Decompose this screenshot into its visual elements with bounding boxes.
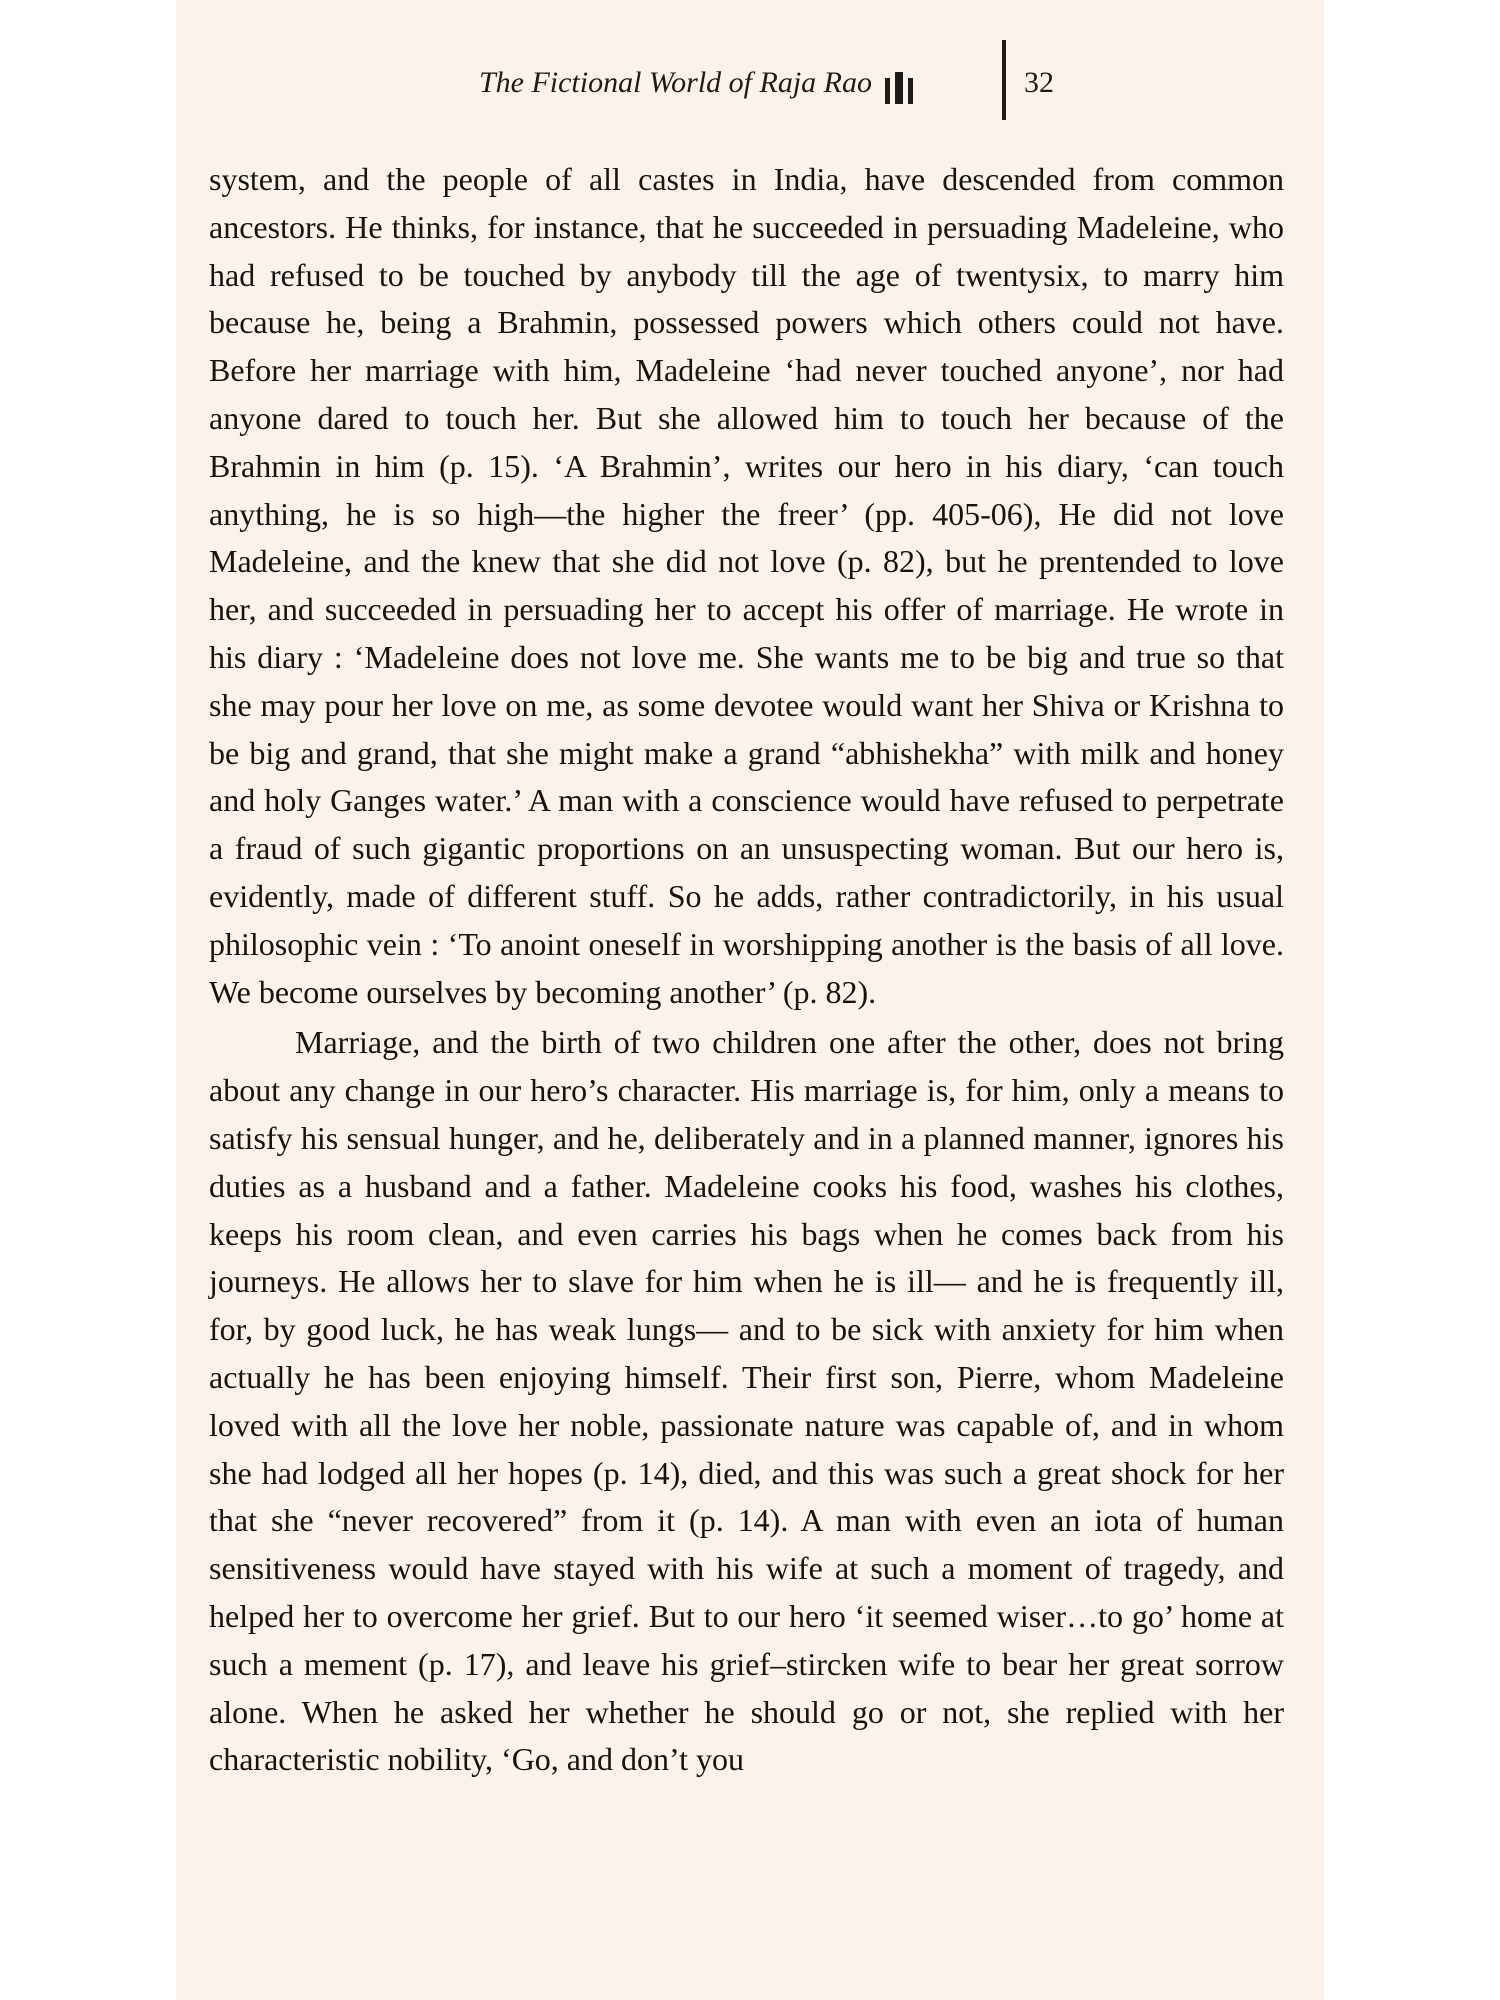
book-page [176, 0, 1324, 2000]
header-vertical-rule [1002, 40, 1006, 120]
page-number: 32 [1024, 66, 1054, 99]
triple-bar-ornament-icon [884, 68, 920, 106]
running-header [176, 62, 1324, 108]
body-text [209, 156, 1284, 1784]
paragraph: system, and the people of all castes in India, have descended from common ancestors. He thinks, for instance, that he succeeded in persuading Madeleine, who had refused to be touched by anybody till the age of twentysix, to marry him because he, being a Brahmin, possessed powers which others could not have. Before her marriage with him, Madeleine ‘had never touched anyone’, nor had anyone dared to touch her. But she allowed him to touch her because of the Brahmin in him (p. 15). ‘A Brahmin’, writes our hero in his diary, ‘can touch anything, he is so high—the higher the freer’ (pp. 405-06), He did not love Madeleine, and the knew that she did not love (p. 82), but he prentended to love her, and succeeded in persuading her to accept his offer of marriage. He wrote in his diary : ‘Madeleine does not love me. She wants me to be big and true so that she may pour her love on me, as some devotee would want her Shiva or Krishna to be big and grand, that she might make a grand “abhishekha” with milk and honey and holy Ganges water.’ A man with a conscience would have refused to perpetrate a fraud of such gigantic proportions on an unsuspecting woman. But our hero is, evidently, made of different stuff. So he adds, rather contradictorily, in his usual philosophic vein : ‘To anoint oneself in worshipping another is the basis of all love. We become ourselves by becoming another’ (p. 82). [209, 161, 1284, 1010]
running-title: The Fictional World of Raja Rao [478, 66, 872, 99]
paragraph: Marriage, and the birth of two children one after the other, does not bring about any change in our hero’s character. His marriage is, for him, only a means to satisfy his sensual hunger, and he, deliberately and in a planned manner, ignores his duties as a husband and a father. Madeleine cooks his food, washes his clothes, keeps his room clean, and even carries his bags when he comes back from his journeys. He allows her to slave for him when he is ill— and he is frequently ill, for, by good luck, he has weak lungs— and to be sick with anxiety for him when actually he has been enjoying himself. Their first son, Pierre, whom Madeleine loved with all the love her noble, passionate nature was capable of, and in whom she had lodged all her hopes (p. 14), died, and this was such a great shock for her that she “never recovered” from it (p. 14). A man with even an iota of human sensitiveness would have stayed with his wife at such a moment of tragedy, and helped her to overcome her grief. But to our hero ‘it seemed wiser…to go’ home at such a mement (p. 17), and leave his grief–stircken wife to bear her great sorrow alone. When he asked her whether he should go or not, she replied with her characteristic nobility, ‘Go, and don’t you [209, 1024, 1284, 1778]
